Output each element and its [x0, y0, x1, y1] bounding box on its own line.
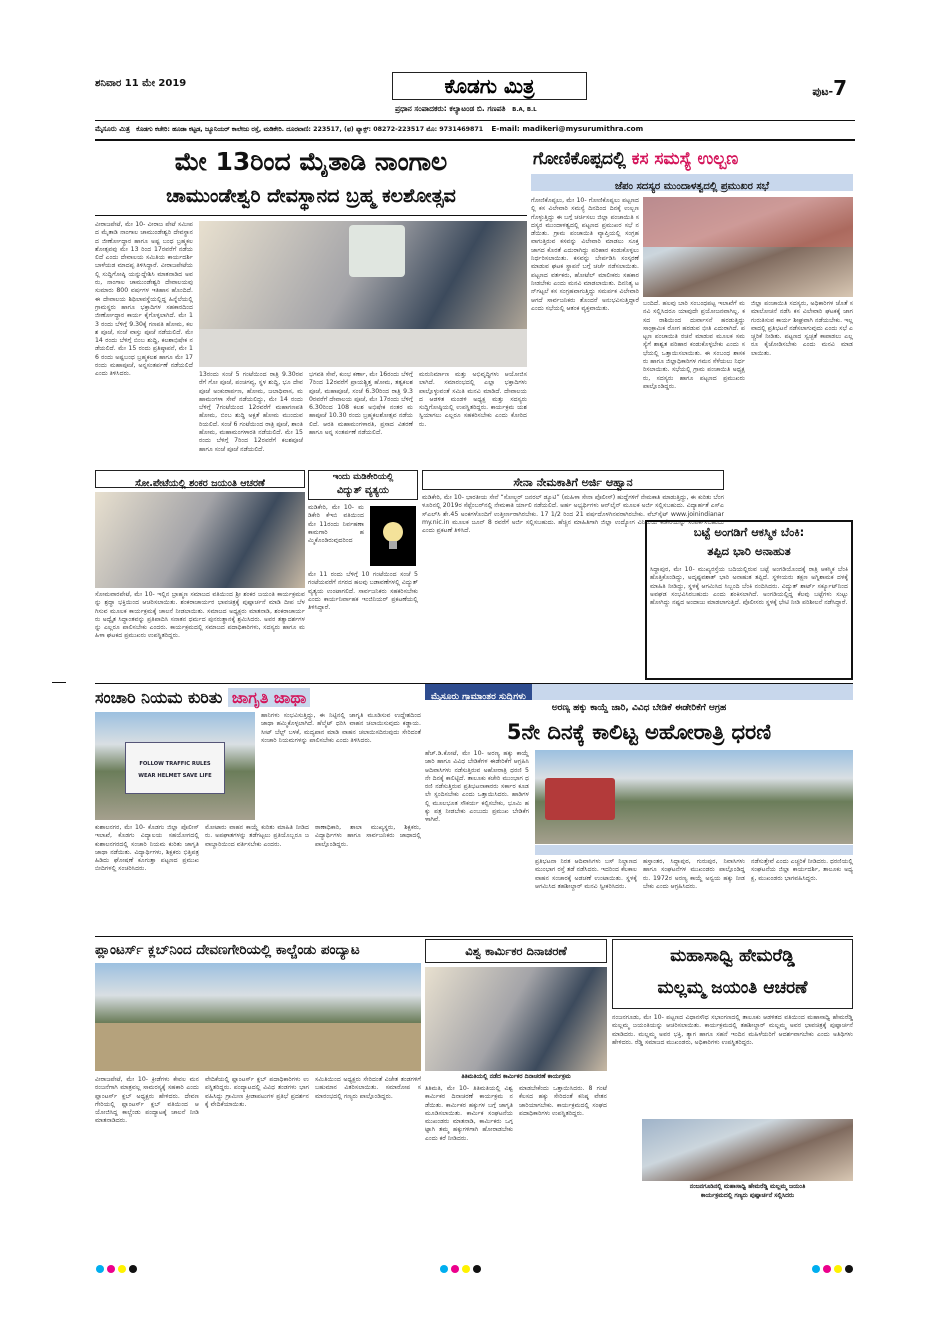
kicker: ಅರಣ್ಯ ಹಕ್ಕು ಕಾಯ್ದೆ ಜಾರಿ, ವಿವಿಧ ಬೇಡಿಕೆ ಈಡೇರಿಕೆಗೆ ಆಗ್ರಹ — [551, 703, 727, 713]
story-garbage — [531, 147, 853, 465]
body-col-1: ಹೆಚ್.ಡಿ.ಕೋಟೆ, ಮೇ 10- ಅರಣ್ಯ ಹಕ್ಕು ಕಾಯ್ದೆ ಜಾರಿ ಹಾಗೂ ವಿವಿಧ ಬೇಡಿಕೆಗಳ ಈಡೇರಿಕೆಗೆ ಆಗ್ರಹಿಸಿ ಆದಿವಾಸಿಗಳು ನಡೆಸುತ್ತಿರುವ ಅಹೋರಾತ್ರಿ ಧರಣಿ 5ನೇ ದಿನಕ್ಕೆ ಕಾಲಿಟ್ಟಿದೆ. ತಾಲೂಕು ಕಚೇರಿ ಮುಂಭಾಗ ಧರಣಿ ನಡೆಸುತ್ತಿರುವ ಪ್ರತಿಭಟನಾಕಾರರು ಸರ್ಕಾರ ಕೂಡಲೇ ಸ್ಪಂದಿಸಬೇಕು ಎಂದು ಒತ್ತಾಯಿಸಿದರು. ಹಾಡಿಗಳಲ್ಲಿ ಮೂಲಭೂತ ಸೌಕರ್ಯ ಕಲ್ಪಿಸಬೇಕು, ಭೂಮಿ ಹಕ್ಕು ಪತ್ರ ನೀಡಬೇಕು ಎಂಬುದು ಪ್ರಮುಖ ಬೇಡಿಕೆಗಳಾಗಿವೆ. — [425, 750, 529, 824]
headline-box — [95, 470, 305, 488]
body-col-2: ಪ್ರತಿಭಟನಾ ನಿರತ ಆದಿವಾಸಿಗಳು ಬಸ್ ನಿಲ್ದಾಣದ ಮುಂಭಾಗ ರಸ್ತೆ ತಡೆ ನಡೆಸಿದರು. ಇದರಿಂದ ಕೆಲಕಾಲ ವಾಹನ ಸಂಚಾರಕ್ಕೆ ಅಡಚಣೆ ಉಂಟಾಯಿತು. ಸ್ಥಳಕ್ಕೆ ಆಗಮಿಸಿದ ತಹಶೀಲ್ದಾರ್ ಮನವಿ ಸ್ವೀಕರಿಸಿದರು. — [535, 858, 637, 890]
photo-caption: ನಂಜನಗೂಡಿನಲ್ಲಿ ಮಹಾಸಾಧ್ವಿ ಹೇಮರೆಡ್ಡಿ ಮಲ್ಲಮ್ಮ ಜಯಂತಿ — [689, 1183, 806, 1190]
contact-strip — [95, 124, 855, 138]
page-label: ಪುಟ- — [812, 85, 834, 98]
dot-black — [845, 1265, 853, 1273]
section-divider-2 — [95, 936, 853, 937]
dot-magenta — [451, 1265, 459, 1273]
headline-box — [425, 939, 607, 963]
photo-caption-second: ಕಾರ್ಯಕ್ರಮದಲ್ಲಿ ಗಣ್ಯರು ಪುಷ್ಪಾರ್ಚನೆ ಸಲ್ಲಿಸಿದರು — [700, 1192, 795, 1199]
body-col-2: ವೇದಿಕೆಯಲ್ಲಿ ಪ್ಲಾಂಟರ್ಸ್ ಕ್ಲಬ್ ಪದಾಧಿಕಾರಿಗಳು ಉಪಸ್ಥಿತರಿದ್ದರು. ಪಂದ್ಯಾಟದಲ್ಲಿ ವಿವಿಧ ತಂಡಗಳು ಭಾಗವಹಿಸಿದ್ದು ಗ್ರಾಮೀಣ ಕ್ರೀಡಾಪಟುಗಳ ಪ್ರತಿಭೆ ಪ್ರದರ್ಶನಕ್ಕೆ ವೇದಿಕೆಯಾಯಿತು. — [205, 1076, 309, 1108]
body-col-3: ಠಾಣಾಧಿಕಾರಿ, ಶಾಲಾ ಮುಖ್ಯಸ್ಥರು, ಶಿಕ್ಷಕರು, ವಿದ್ಯಾರ್ಥಿಗಳು ಹಾಗೂ ಸಾರ್ವಜನಿಕರು ಜಾಥಾದಲ್ಲಿ ಪಾಲ್ಗೊಂಡಿದ್ದರು. — [315, 824, 421, 848]
body-col-1: ವೀರಾಜಪೇಟೆ, ಮೇ 10- ಕ್ರೀಡೆಗಳು ಕೇವಲ ಮನರಂಜನೆಗಾಗಿ ಮಾತ್ರವಲ್ಲ ಸಾಮರಸ್ಯಕ್ಕೆ ಸಹಕಾರಿ ಎಂದು ಪ್ಲಾಂಟರ್ಸ್ ಕ್ಲಬ್ ಅಧ್ಯಕ್ಷರು ಹೇಳಿದರು. ದೇವಣಗೇರಿಯಲ್ಲಿ ಪ್ಲಾಂಟರ್ಸ್ ಕ್ಲಬ್ ವತಿಯಿಂದ ಆಯೋಜಿಸಿದ್ದ ಕಾಲ್ಚೆಂಡು ಪಂದ್ಯಾಟಕ್ಕೆ ಚಾಲನೆ ನೀಡಿ ಮಾತನಾಡಿದರು. — [95, 1076, 199, 1125]
dot-magenta — [823, 1265, 831, 1273]
press-conference-photo — [199, 221, 527, 367]
photo-caption: ತಿತಿಮತಿಯಲ್ಲಿ ನಡೆದ ಕಾರ್ಮಿಕರ ದಿನಾಚರಣೆ ಕಾರ್ಯಕ್ರಮ — [461, 1073, 571, 1080]
body-col-2: ಮೋಟಾರು ವಾಹನ ಕಾಯ್ದೆ ಕುರಿತು ಮಾಹಿತಿ ನೀಡಿದರು. ಅಪಘಾತಗಳನ್ನು ತಡೆಗಟ್ಟಲು ಪ್ರತಿಯೊಬ್ಬರೂ ಜವಾಬ್ದಾರಿಯಿಂದ ವರ್ತಿಸಬೇಕು ಎಂದರು. — [205, 824, 309, 848]
body-col-4: ಮರುನಿರ್ಮಾಣ ಮತ್ತು ಅಭಿವೃದ್ಧಿಗಳು ಆಯೋಜಿಸಲಾಗಿದೆ. ಸಮಾರಂಭದಲ್ಲಿ ಎಲ್ಲಾ ಭಕ್ತಾದಿಗಳು ಪಾಲ್ಗೊಳ್ಳುವಂತೆ ಸಮಿತಿ ಮನವಿ ಮಾಡಿದೆ. ದೇವಾಲಯದ ಆಡಳಿತ ಮಂಡಳಿ ಅಧ್ಯಕ್ಷ ಮತ್ತು ಸದಸ್ಯರು ಸುದ್ದಿಗೋಷ್ಠಿಯಲ್ಲಿ ಉಪಸ್ಥಿತರಿದ್ದರು. ಕಾರ್ಯಕ್ರಮ ಯಶಸ್ವಿಯಾಗಲು ಎಲ್ಲರೂ ಸಹಕರಿಸಬೇಕು ಎಂದು ಕೋರಿದರು. — [419, 371, 527, 428]
editor-line — [395, 104, 537, 114]
story-football — [95, 939, 421, 1209]
section-label-box — [425, 684, 532, 700]
rule — [95, 215, 527, 216]
labour-day-photo — [425, 967, 607, 1071]
dot-yellow — [834, 1265, 842, 1273]
body-col-3: ಜಿಲ್ಲಾ ಪಂಚಾಯಿತಿ ಸದಸ್ಯರು, ಅಧಿಕಾರಿಗಳ ಜೊತೆ ಸಮಾಲೋಚನೆ ನಡೆಸಿ ಕಸ ವಿಲೇವಾರಿ ಘಟಕಕ್ಕೆ ಜಾಗ ಗುರುತಿಸುವ ಕಾರ್ಯ ಶೀಘ್ರವಾಗಿ ನಡೆಯಬೇಕು. ಇಲ್ಲವಾದಲ್ಲಿ ಪ್ರತಿಭಟನೆ ನಡೆಸಲಾಗುವುದು ಎಂದು ಸಭೆ ಎಚ್ಚರಿಕೆ ನೀಡಿತು. ಪಟ್ಟಣದ ಸ್ವಚ್ಛತೆ ಕಾಪಾಡಲು ಎಲ್ಲರೂ ಕೈಜೋಡಿಸಬೇಕು ಎಂದು ಮನವಿ ಮಾಡಲಾಯಿತು. — [751, 300, 853, 357]
headline-red: ಜಾಗೃತಿ ಜಾಥಾ — [231, 688, 307, 707]
body-col-3: ಭಗವತಿ ಸೇವೆ, ಕುಂಭ ಕರ್ಣಾ, ಮೇ 16ರಂದು ಬೆಳಿಗ್ಗೆ 7ರಿಂದ 12ರವರೆಗೆ ಪ್ರಾಯಶ್ಚಿತ್ತ ಹೋಮ, ತತ್ವಕಲಶಪೂಜೆ, ಮಹಾಪೂಜೆ, ಸಂಜೆ 6.30ರಿಂದ ರಾತ್ರಿ 9.30ರವರೆಗೆ ದೇವಾಲಯ ಪೂಜೆ, ಮೇ 17ರಂದು ಬೆಳಿಗ್ಗೆ 6.30ರಿಂದ 108 ಕಲಶ ಅಭಿಷೇಕ ನಂತರ ಮಹಾಪೂಜೆ 10.30 ರಂದು ಬ್ರಹ್ಮಕಲಶೋತ್ಸವ ನಡೆಯಲಿದೆ. ಆರತಿ ಮಹಾಮಂಗಳಾರತಿ, ಪ್ರಸಾದ ವಿತರಣೆ ಹಾಗೂ ಅನ್ನ ಸಂತರ್ಪಣೆ ನಡೆಯಲಿದೆ. — [309, 371, 413, 437]
bulb-icon — [370, 506, 416, 566]
bus-shape — [545, 778, 615, 820]
section-label: ಮೈಸೂರು ಗ್ರಾಮಾಂತರ ಸುದ್ದಿಗಳು — [431, 692, 526, 702]
body-col-1: ತಿತಿಮತಿ, ಮೇ 10- ತಿತಿಮತಿಯಲ್ಲಿ ವಿಶ್ವ ಕಾರ್ಮಿಕರ ದಿನಾಚರಣೆ ಕಾರ್ಯಕ್ರಮ ನಡೆಯಿತು. ಕಾರ್ಮಿಕರ ಹಕ್ಕುಗಳ ಬಗ್ಗೆ ಜಾಗೃತಿ ಮೂಡಿಸಲಾಯಿತು. ಕಾರ್ಮಿಕ ಸಂಘಟನೆಯ ಮುಖಂಡರು ಮಾತನಾಡಿ, ಕಾರ್ಮಿಕರು ಒಗ್ಗಟ್ಟಾಗಿ ತಮ್ಮ ಹಕ್ಕುಗಳಿಗಾಗಿ ಹೋರಾಡಬೇಕು ಎಂದು ಕರೆ ನೀಡಿದರು. — [425, 1085, 513, 1142]
protest-photo — [535, 750, 853, 844]
body: ನಂಜನಗೂಡು, ಮೇ 10- ಪಟ್ಟಣದ ವಿಧಾನಸೌಧ ಸಭಾಂಗಣದಲ್ಲಿ ತಾಲೂಕು ಆಡಳಿತದ ವತಿಯಿಂದ ಮಹಾಸಾಧ್ವಿ ಹೇಮರೆಡ್ಡಿ ಮಲ್ಲಮ್ಮ ಜಯಂತಿಯನ್ನು ಆಚರಿಸಲಾಯಿತು. ಕಾರ್ಯಕ್ರಮದಲ್ಲಿ ತಹಶೀಲ್ದಾರ್ ಮಲ್ಲಮ್ಮ ಅವರ ಭಾವಚಿತ್ರಕ್ಕೆ ಪುಷ್ಪಾರ್ಚನೆ ಮಾಡಿದರು. ಮಲ್ಲಮ್ಮ ಅವರ ಭಕ್ತಿ, ತ್ಯಾಗ ಹಾಗೂ ಸಹನೆ ಇಂದಿನ ಮಹಿಳೆಯರಿಗೆ ಆದರ್ಶವಾಗಬೇಕು ಎಂದು ಅತಿಥಿಗಳು ಹೇಳಿದರು. ರೆಡ್ಡಿ ಸಮಾಜದ ಮುಖಂಡರು, ಅಧಿಕಾರಿಗಳು ಉಪಸ್ಥಿತರಿದ್ದರು. — [612, 1014, 853, 1046]
body-col-1: ಗೋಣಿಕೊಪ್ಪಲು, ಮೇ 10- ಗೋಣಿಕೊಪ್ಪಲು ಪಟ್ಟಣದಲ್ಲಿ ಕಸ ವಿಲೇವಾರಿ ಸಮಸ್ಯೆ ದಿನದಿಂದ ದಿನಕ್ಕೆ ಉಲ್ಬಣಗೊಳ್ಳುತ್ತಿದ್ದು ಈ ಬಗ್ಗೆ ಚರ್ಚಿಸಲು ಜಿಲ್ಲಾ ಪಂಚಾಯಿತಿ ಸದಸ್ಯರ ಮುಂದಾಳತ್ವದಲ್ಲಿ ಪಟ್ಟಣದ ಪ್ರಮುಖರ ಸಭೆ ನಡೆಯಿತು. ಗ್ರಾಮ ಪಂಚಾಯಿತಿ ವ್ಯಾಪ್ತಿಯಲ್ಲಿ ಸಂಗ್ರಹವಾಗುತ್ತಿರುವ ಕಸವನ್ನು ವಿಲೇವಾರಿ ಮಾಡಲು ಸೂಕ್ತ ಜಾಗದ ಕೊರತೆ ಎದುರಾಗಿದ್ದು ಪರಿಹಾರ ಕಂಡುಕೊಳ್ಳಲು ನಿರ್ಧರಿಸಲಾಯಿತು. ಕಸವನ್ನು ಬೇರ್ಪಡಿಸಿ ಸಂಸ್ಕರಣೆ ಮಾಡುವ ಘಟಕ ಸ್ಥಾಪನೆ ಬಗ್ಗೆ ಚರ್ಚೆ ನಡೆಸಲಾಯಿತು. ಪಟ್ಟಣದ ವರ್ತಕರು, ಹೋಟೆಲ್ ಮಾಲೀಕರು ಸಹಕಾರ ನೀಡಬೇಕು ಎಂದು ಮನವಿ ಮಾಡಲಾಯಿತು. ದಿನನಿತ್ಯ ಟನ್‌ಗಟ್ಟಲೆ ಕಸ ಸಂಗ್ರಹವಾಗುತ್ತಿದ್ದು ಸಮರ್ಪಕ ವಿಲೇವಾರಿ ಆಗದೆ ಸಾರ್ವಜನಿಕರು ತೊಂದರೆ ಅನುಭವಿಸುತ್ತಿದ್ದಾರೆ ಎಂದು ಸಭೆಯಲ್ಲಿ ಆತಂಕ ವ್ಯಕ್ತವಾಯಿತು. — [531, 197, 639, 312]
headline-black: ಸಂಚಾರಿ ನಿಯಮ ಕುರಿತು — [95, 688, 223, 707]
headline: ಸೋ.ಪೇಟೆಯಲ್ಲಿ ಶಂಕರ ಜಯಂತಿ ಆಚರಣೆ — [135, 478, 265, 489]
jayanti-photo — [642, 1119, 853, 1181]
body-col-4: ನಡೆಸುತ್ತೇವೆ ಎಂದು ಎಚ್ಚರಿಕೆ ನೀಡಿದರು. ಧರಣಿಯಲ್ಲಿ ಸಂಘಟನೆಯ ಜಿಲ್ಲಾ ಕಾರ್ಯದರ್ಶಿ, ತಾಲೂಕು ಅಧ್ಯಕ್ಷ, ಮುಖಂಡರು ಭಾಗವಹಿಸಿದ್ದರು. — [751, 858, 853, 882]
ground-shape — [95, 1023, 421, 1071]
strip-brand: ಮೈಸೂರು ಮಿತ್ರ — [95, 125, 130, 133]
dot-cyan — [812, 1265, 820, 1273]
margin-tick — [52, 682, 66, 683]
newspaper-logo: ಕೊಡಗು ಮಿತ್ರ — [444, 74, 535, 98]
dot-black — [473, 1265, 481, 1273]
headline-second: ಚಾಮುಂಡೇಶ್ವರಿ ದೇವಸ್ಥಾನದ ಬ್ರಹ್ಮ ಕಲಶೋತ್ಸವ — [166, 185, 456, 207]
body: ಸೋಮವಾರಪೇಟೆ, ಮೇ 10- ಇಲ್ಲಿನ ಬ್ರಾಹ್ಮಣ ಸಮಾಜದ ವತಿಯಿಂದ ಶ್ರೀ ಶಂಕರ ಜಯಂತಿ ಕಾರ್ಯಕ್ರಮವನ್ನು ಶ್ರದ್ಧಾ ಭಕ್ತಿಯಿಂದ ಆಚರಿಸಲಾಯಿತು. ಶಂಕರಾಚಾರ್ಯರ ಭಾವಚಿತ್ರಕ್ಕೆ ಪುಷ್ಪಾರ್ಚನೆ ಮಾಡಿ ದೀಪ ಬೆಳಗಿಸುವ ಮೂಲಕ ಕಾರ್ಯಕ್ರಮಕ್ಕೆ ಚಾಲನೆ ನೀಡಲಾಯಿತು. ಸಮಾಜದ ಅಧ್ಯಕ್ಷರು ಮಾತನಾಡಿ, ಶಂಕರಾಚಾರ್ಯರು ಅದ್ವೈತ ಸಿದ್ಧಾಂತವನ್ನು ಪ್ರತಿಪಾದಿಸಿ ಸನಾತನ ಧರ್ಮದ ಪುನರುತ್ಥಾನಕ್ಕೆ ಶ್ರಮಿಸಿದರು. ಅವರ ತತ್ವಾದರ್ಶಗಳನ್ನು ಎಲ್ಲರೂ ಪಾಲಿಸಬೇಕು ಎಂದರು. ಕಾರ್ಯಕ್ರಮದಲ್ಲಿ ಸಮಾಜದ ಪದಾಧಿಕಾರಿಗಳು, ಸದಸ್ಯರು ಹಾಗೂ ಮಹಿಳಾ ಘಟಕದ ಪ್ರಮುಖರು ಉಪಸ್ಥಿತರಿದ್ದರು. — [95, 591, 305, 640]
story-dharna — [425, 684, 853, 934]
headline-second: ವಿದ್ಯುತ್ ವ್ಯತ್ಯಯ — [337, 485, 389, 496]
headline: ಸೇನಾ ನೇಮಕಾತಿಗೆ ಅರ್ಜಿ ಆಹ್ವಾನ — [513, 476, 633, 489]
color-registration-right — [812, 1258, 856, 1277]
section-banner — [425, 684, 853, 700]
editor-degree: B.A, B.L — [512, 107, 537, 113]
editor-name: ಪ್ರಧಾನ ಸಂಪಾದಕರು: ಕಲ್ಯಾಟಂಡ ಬಿ. ಗಣಪತಿ — [395, 104, 506, 113]
table-shape — [199, 329, 527, 367]
story-traffic-rally — [95, 687, 421, 932]
page-num: 7 — [833, 76, 847, 100]
headline: 5ನೇ ದಿನಕ್ಕೆ ಕಾಲಿಟ್ಟ ಅಹೋರಾತ್ರಿ ಧರಣಿ — [506, 720, 772, 744]
page-number — [812, 76, 847, 100]
body-right: ಹಾನಿಗಳು ಸಂಭವಿಸುತ್ತಿದ್ದು, ಈ ನಿಟ್ಟಿನಲ್ಲಿ ಜಾಗೃತಿ ಮೂಡಿಸುವ ಉದ್ದೇಶದಿಂದ ಜಾಥಾ ಹಮ್ಮಿಕೊಳ್ಳಲಾಗಿದೆ. ಹೆಲ್ಮೆಟ್ ಧರಿಸಿ ವಾಹನ ಚಲಾಯಿಸುವುದು ಕಡ್ಡಾಯ. ಸೀಟ್ ಬೆಲ್ಟ್ ಬಳಕೆ, ಮದ್ಯಪಾನ ಮಾಡಿ ವಾಹನ ಚಲಾಯಿಸದಿರುವುದು ಸೇರಿದಂತೆ ಸಂಚಾರಿ ನಿಯಮಗಳನ್ನು ಪಾಲಿಸಬೇಕು ಎಂದು ತಿಳಿಸಿದರು. — [261, 712, 421, 744]
banner-line-1: FOLLOW TRAFFIC RULES — [139, 761, 211, 767]
story-labour-day — [425, 939, 607, 1209]
body-col-3: ಹಸ್ತಾಂತರ, ಸಿದ್ದಾಪುರ, ಗುರುಪುರ, ನಿವಾಸಿಗಳು ಹಾಗೂ ಸಂಘಟನೆಗಳ ಮುಖಂಡರು ಪಾಲ್ಗೊಂಡಿದ್ದರು. 1972ರ ಅರಣ್ಯ ಕಾಯ್ದೆ ಅನ್ವಯ ಹಕ್ಕು ನೀಡಬೇಕು ಎಂದು ಆಗ್ರಹಿಸಿದರು. — [643, 858, 745, 890]
dot-magenta — [107, 1265, 115, 1273]
body-col-3: ಸಮಿತಿಯಿಂದ ಅಧ್ಯಕ್ಷರು ಸೇರಿದಂತೆ ವಿಜೇತ ತಂಡಗಳಿಗೆ ಬಹುಮಾನ ವಿತರಿಸಲಾಯಿತು. ಸಮಾರೋಪ ಸಮಾರಂಭದಲ್ಲಿ ಗಣ್ಯರು ಪಾಲ್ಗೊಂಡಿದ್ದರು. — [315, 1076, 421, 1100]
meeting-photo — [643, 197, 853, 297]
headline: ಮೇ 13ರಿಂದ ಮೈತಾಡಿ ನಾಂಗಾಲ — [174, 147, 448, 176]
ceremony-photo — [95, 492, 305, 588]
strip-email: E-mail: madikeri@mysurumithra.com — [491, 124, 644, 133]
headline — [95, 687, 421, 709]
headline-second: ತಪ್ಪಿದ ಭಾರಿ ಅನಾಹುತ — [707, 544, 791, 558]
body-col-1: ವೀರಾಜಪೇಟೆ, ಮೇ 10- ವೀರಾಜ ಪೇಟೆ ಸಮೀಪದ ಮೈತಾಡಿ ನಾಂಗಾಲ ಚಾಮುಂಡೇಶ್ವರಿ ದೇವಸ್ಥಾನದ ಜೀರ್ಣೋದ್ಧಾರ ಹಾಗೂ ಅಷ್ಟ ಬಂಧ ಬ್ರಹ್ಮಕಲಶೋತ್ಸವವು ಮೇ 13 ರಿಂದ 17ರವರೆಗೆ ನಡೆಯಲಿದೆ ಎಂದು ದೇವಾಲಯ ಸಮಿತಿಯ ಕಾರ್ಯದರ್ಶಿ ಬಾಳೆಯಡ ಮಾದಪ್ಪ ತಿಳಿಸಿದ್ದಾರೆ. ವೀರಾಜಪೇಟೆಯಲ್ಲಿ ಸುದ್ದಿಗೋಷ್ಠಿ ಯನ್ನುದ್ದೇಶಿಸಿ ಮಾತನಾಡಿದ ಅವರು, ನಾಂಗಾಲ ಚಾಮುಂಡೇಶ್ವರಿ ದೇವಾಲಯವು ಸುಮಾರು 800 ವರ್ಷಗಳ ಇತಿಹಾಸ ಹೊಂದಿದೆ. ಈ ದೇವಾಲಯ ಶಿಥಿಲಾವಸ್ಥೆಯಲ್ಲಿದ್ದ ಹಿನ್ನೆಲೆಯಲ್ಲಿ ಗ್ರಾಮಸ್ಥರು ಹಾಗೂ ಭಕ್ತಾದಿಗಳ ಸಹಕಾರದಿಂದ ಜೀರ್ಣೋದ್ಧಾರ ಕಾರ್ಯ ಕೈಗೊಳ್ಳಲಾಗಿದೆ. ಮೇ 13 ರಂದು ಬೆಳಿಗ್ಗೆ 9.30ಕ್ಕೆ ಗಣಪತಿ ಹೋಮ, ಕಲಶ ಪೂಜೆ, ಸಂಜೆ ವಾಸ್ತು ಪೂಜೆ ನಡೆಯಲಿದೆ. ಮೇ 14 ರಂದು ಬೆಳಿಗ್ಗೆ ಬಿಂಬ ಶುದ್ಧಿ, ಕಲಶಾಭಿಷೇಕ ನಡೆಯಲಿದೆ. ಮೇ 15 ರಂದು ಪ್ರತಿಷ್ಠಾಪನೆ, ಮೇ 16 ರಂದು ಅಷ್ಟಬಂಧ ಬ್ರಹ್ಮಕಲಶ ಹಾಗೂ ಮೇ 17ರಂದು ಮಹಾಪೂಜೆ, ಅನ್ನಸಂತರ್ಪಣೆ ನಡೆಯಲಿದೆ ಎಂದು ತಿಳಿಸಿದರು. — [95, 221, 193, 378]
temple-banner-shape — [349, 225, 405, 277]
date-line: ಶನಿವಾರ 11 ಮೇ 2019 — [95, 78, 187, 89]
body-col-2: ಮಾಡಬೇಕೆಂದು ಒತ್ತಾಯಿಸಿದರು. 8 ಗಂಟೆ ಕೆಲಸದ ಹಕ್ಕು ಸೇರಿದಂತೆ ಕನಿಷ್ಠ ವೇತನ ಜಾರಿಯಾಗಬೇಕು. ಕಾರ್ಯಕ್ರಮದಲ್ಲಿ ಸಂಘದ ಪದಾಧಿಕಾರಿಗಳು ಉಪಸ್ಥಿತರಿದ್ದರು. — [519, 1085, 607, 1117]
headline-black: ಗೋಣಿಕೊಪ್ಪದಲ್ಲಿ — [533, 149, 626, 169]
color-registration-center — [440, 1258, 484, 1277]
logo-box — [392, 72, 587, 100]
headline-second: ಮಲ್ಲಮ್ಮ ಜಯಂತಿ ಆಚರಣೆ — [657, 978, 808, 998]
body: ಮಡಿಕೇರಿ, ಮೇ 10- ಭಾರತೀಯ ಸೇನೆ “ಸೋಲ್ಜರ್ ಜನರಲ್ ಡ್ಯೂಟಿ” (ಮಹಿಳಾ ಸೇನಾ ಪೊಲೀಸ್) ಹುದ್ದೆಗಳಿಗೆ ನೇಮಕಾತಿ ಮಾಡುತ್ತಿದ್ದು, ಈ ಕುರಿತು ಬೆಂಗಳೂರಿನಲ್ಲಿ 2019ರ ಸೆಪ್ಟೆಂಬರ್‌ನಲ್ಲಿ ನೇಮಕಾತಿ ರ್ಯಾಲಿ ನಡೆಯಲಿದೆ. ಅರ್ಹ ಅಭ್ಯರ್ಥಿಗಳು ಆನ್‌ಲೈನ್ ಮೂಲಕ ಅರ್ಜಿ ಸಲ್ಲಿಸಬಹುದು. ವಿದ್ಯಾರ್ಹತೆ ಎಸ್‌ಎಸ್‌ಎಲ್‌ಸಿ ಶೇ.45 ಅಂಕಗಳೊಂದಿಗೆ ಉತ್ತೀರ್ಣರಾಗಿರಬೇಕು. 17 1/2 ರಿಂದ 21 ವರ್ಷದೊಳಗಿನವರಾಗಿರಬೇಕು. ವೆಬ್‌ಸೈಟ್ www.joinindianarmy.nic.in ಮೂಲಕ ಜೂನ್ 8 ರವರೆಗೆ ಅರ್ಜಿ ಸಲ್ಲಿಸಬಹುದು. ಹೆಚ್ಚಿನ ಮಾಹಿತಿಗಾಗಿ ಜಿಲ್ಲಾ ಉದ್ಯೋಗ ವಿನಿಮಯ ಕಚೇರಿಯನ್ನು ಸಂಪರ್ಕಿಸಬಹುದು ಎಂದು ಪ್ರಕಟಣೆ ತಿಳಿಸಿದೆ. — [422, 494, 724, 535]
dot-yellow — [462, 1265, 470, 1273]
dot-cyan — [96, 1265, 104, 1273]
masthead — [95, 72, 855, 158]
headline-box — [308, 470, 418, 500]
headline-box — [612, 939, 853, 1009]
rally-banner — [125, 742, 225, 794]
headline: ಪ್ಲಾಂಟರ್ಸ್ ಕ್ಲಬ್‌ನಿಂದ ದೇವಣಗೇರಿಯಲ್ಲಿ ಕಾಲ್ಚೆಂಡು ಪಂದ್ಯಾಟ — [95, 942, 360, 958]
headline-box — [422, 470, 724, 490]
headline: ಬಟ್ಟೆ ಅಂಗಡಿಗೆ ಆಕಸ್ಮಿಕ ಬೆಂಕಿ: — [693, 525, 805, 539]
body-col-2: 13ರಂದು ಸಂಜೆ 5 ಗಂಟೆಯಿಂದ ರಾತ್ರಿ 9.30ರವರೆಗೆ ಗೋ ಪೂಜೆ, ಪಂಚಗವ್ಯ, ಸ್ಥಳ ಶುದ್ಧಿ, ಭೂ ದೇವಪೂಜೆ ಅಂಕುರಾರ್ಪಣ, ಹೋಮ, ಜಲಾಧಿವಾಸ, ಮಹಾಮಂಗಳಾ ಸೇವೆ ನಡೆಯಲಿದ್ದು, ಮೇ 14 ರಂದು ಬೆಳಿಗ್ಗೆ 7ಗಂಟೆಯಿಂದ 12ರವರೆಗೆ ಮಹಾಗಣಪತಿ ಹೋಮ, ಬಿಂಬ ಶುದ್ಧಿ ಅಕ್ಷತೆ ಹೋಮ ಮುಂದುವರಿಯಲಿದೆ. ಸಂಜೆ 6 ಗಂಟೆಯಿಂದ ರಾತ್ರಿ ಪೂಜೆ, ಶಾಂತಿ ಹೋಮ, ಮಹಾಮಂಗಳಾರತಿ ನಡೆಯಲಿದೆ. ಮೇ 15 ರಂದು ಬೆಳಿಗ್ಗೆ 7ರಿಂದ 12ರವರೆಗೆ ಕಲಶಪೂಜೆ ಹಾಗೂ ಸಂಜೆ ಪೂಜೆ ನಡೆಯಲಿದೆ. — [199, 371, 303, 453]
dot-cyan — [440, 1265, 448, 1273]
story-fire — [645, 520, 853, 680]
story-shankara — [95, 470, 305, 680]
wall-shape — [643, 197, 853, 247]
headline: ವಿಶ್ವ ಕಾರ್ಮಿಕರ ದಿನಾಚರಣೆ — [465, 944, 567, 958]
headline — [533, 147, 853, 171]
masthead-rule-top — [95, 120, 855, 121]
headline-red: ಕಸ ಸಮಸ್ಯೆ ಉಲ್ಬಣ — [631, 149, 739, 169]
body-top: ಮಡಿಕೇರಿ, ಮೇ 10- ಮಡಿಕೇರಿ ಕೆಇಬಿ ವತಿಯಿಂದ ಮೇ 11ರಂದು ನಿರ್ವಹಣಾ ಕಾಮಗಾರಿ ಹಮ್ಮಿಕೊಂಡಿರುವುದರಿಂದ — [308, 504, 364, 545]
banner-line-2: WEAR HELMET SAVE LIFE — [138, 773, 212, 779]
masthead-rule-bottom — [95, 139, 855, 141]
story-power-cut — [308, 470, 418, 680]
subhead: ಜೆಪಂ ಸದಸ್ಯರ ಮುಂದಾಳತ್ವದಲ್ಲಿ ಪ್ರಮುಖರ ಸಭೆ — [615, 181, 769, 192]
body-col-2: ಬಂದಿದೆ. ಹಲವು ಬಾರಿ ಸಂಬಂಧಪಟ್ಟ ಇಲಾಖೆಗೆ ಮನವಿ ಸಲ್ಲಿಸಿದರೂ ಯಾವುದೇ ಪ್ರಯೋಜನವಾಗಿಲ್ಲ. ಕಸದ ರಾಶಿಯಿಂದ ದುರ್ವಾಸನೆ ಹರಡುತ್ತಿದ್ದು ಸಾಂಕ್ರಾಮಿಕ ರೋಗ ಹರಡುವ ಭೀತಿ ಎದುರಾಗಿದೆ. ಪಟ್ಟಣ ಪಂಚಾಯಿತಿ ರಚನೆ ಮಾಡುವ ಮೂಲಕ ಸಮಸ್ಯೆಗೆ ಶಾಶ್ವತ ಪರಿಹಾರ ಕಂಡುಕೊಳ್ಳಬೇಕು ಎಂದು ಸಭೆಯಲ್ಲಿ ಒತ್ತಾಯಿಸಲಾಯಿತು. ಈ ಸಂಬಂಧ ಶಾಸಕರು ಹಾಗೂ ಜಿಲ್ಲಾಧಿಕಾರಿಗಳ ಗಮನ ಸೆಳೆಯಲು ನಿರ್ಧರಿಸಲಾಯಿತು. ಸಭೆಯಲ್ಲಿ ಗ್ರಾಮ ಪಂಚಾಯಿತಿ ಅಧ್ಯಕ್ಷರು, ಸದಸ್ಯರು ಹಾಗೂ ಪಟ್ಟಣದ ಪ್ರಮುಖರು ಪಾಲ್ಗೊಂಡಿದ್ದರು. — [643, 300, 745, 390]
headline-red-box — [228, 688, 310, 707]
rally-photo — [95, 712, 255, 820]
color-registration-left — [96, 1258, 140, 1277]
headline: ಇಂದು ಮಡಿಕೇರಿಯಲ್ಲಿ — [332, 472, 394, 482]
photo-caption-bar — [535, 845, 853, 855]
body: ಮೇ 11 ರಂದು ಬೆಳಿಗ್ಗೆ 10 ಗಂಟೆಯಿಂದ ಸಂಜೆ 5 ಗಂಟೆಯವರೆಗೆ ನಗರದ ಹಲವು ಬಡಾವಣೆಗಳಲ್ಲಿ ವಿದ್ಯುತ್ ವ್ಯತ್ಯಯ ಉಂಟಾಗಲಿದೆ. ಸಾರ್ವಜನಿಕರು ಸಹಕರಿಸಬೇಕು ಎಂದು ಕಾರ್ಯನಿರ್ವಾಹಕ ಇಂಜಿನಿಯರ್ ಪ್ರಕಟಣೆಯಲ್ಲಿ ತಿಳಿಸಿದ್ದಾರೆ. — [308, 571, 418, 612]
dot-black — [129, 1265, 137, 1273]
story-temple — [95, 147, 527, 467]
football-photo — [95, 963, 421, 1071]
story-mallamma — [612, 939, 853, 1209]
subhead-box — [531, 174, 853, 191]
dot-yellow — [118, 1265, 126, 1273]
body: ಸಿದ್ದಾಪುರ, ಮೇ 10- ಮುಖ್ಯರಸ್ತೆಯ ಬದಿಯಲ್ಲಿರುವ ಬಟ್ಟೆ ಅಂಗಡಿಯೊಂದಕ್ಕೆ ರಾತ್ರಿ ಆಕಸ್ಮಿಕ ಬೆಂಕಿ ಹೊತ್ತಿಕೊಂಡಿದ್ದು, ಅದೃಷ್ಟವಶಾತ್ ಭಾರಿ ಅನಾಹುತ ತಪ್ಪಿದೆ. ಸ್ಥಳೀಯರು ತಕ್ಷಣ ಅಗ್ನಿಶಾಮಕ ದಳಕ್ಕೆ ಮಾಹಿತಿ ನೀಡಿದ್ದು, ಸ್ಥಳಕ್ಕೆ ಆಗಮಿಸಿದ ಸಿಬ್ಬಂದಿ ಬೆಂಕಿ ನಂದಿಸಿದರು. ವಿದ್ಯುತ್ ಶಾರ್ಟ್ ಸರ್ಕ್ಯೂಟ್‌ನಿಂದ ಅವಘಡ ಸಂಭವಿಸಿರಬಹುದು ಎಂದು ಶಂಕಿಸಲಾಗಿದೆ. ಅಂಗಡಿಯಲ್ಲಿದ್ದ ಕೆಲವು ಬಟ್ಟೆಗಳು ಸುಟ್ಟು ಹೋಗಿದ್ದು ನಷ್ಟದ ಅಂದಾಜು ಮಾಡಲಾಗುತ್ತಿದೆ. ಪೊಲೀಸರು ಸ್ಥಳಕ್ಕೆ ಭೇಟಿ ನೀಡಿ ಪರಿಶೀಲನೆ ನಡೆಸಿದ್ದಾರೆ. — [650, 566, 848, 607]
headline-block — [647, 522, 851, 562]
headline: ಮಹಾಸಾಧ್ವಿ ಹೇಮರೆಡ್ಡಿ — [670, 946, 795, 966]
strip-address: ಕೊಡಗು ಕಚೇರಿ: ಹೂಡಾ ಕಟ್ಟಡ, ಜ್ಯೂನಿಯರ್ ಕಾಲೇಜು ರಸ್ತೆ, ಮಡಿಕೇರಿ. ದೂರವಾಣಿ: 223517, (ಫ) ಫ್ಯಾಕ್ಸ್: 08272-223517 ಮೊ: 9731469871 — [136, 126, 484, 133]
body-col-1: ಕುಶಾಲನಗರ, ಮೇ 10- ಕೊಡಗು ಜಿಲ್ಲಾ ಪೊಲೀಸ್ ಇಲಾಖೆ, ಕೊಡಗು ವಿದ್ಯಾಲಯ ಸಹಯೋಗದಲ್ಲಿ ಕುಶಾಲನಗರದಲ್ಲಿ ಸಂಚಾರಿ ನಿಯಮ ಕುರಿತು ಜಾಗೃತಿ ಜಾಥಾ ನಡೆಯಿತು. ವಿದ್ಯಾರ್ಥಿಗಳು, ಶಿಕ್ಷಕರು ಭಿತ್ತಿಪತ್ರ ಹಿಡಿದು ಘೋಷಣೆ ಕೂಗುತ್ತಾ ಪಟ್ಟಣದ ಪ್ರಮುಖ ಬೀದಿಗಳಲ್ಲಿ ಸಂಚರಿಸಿದರು. — [95, 824, 199, 873]
